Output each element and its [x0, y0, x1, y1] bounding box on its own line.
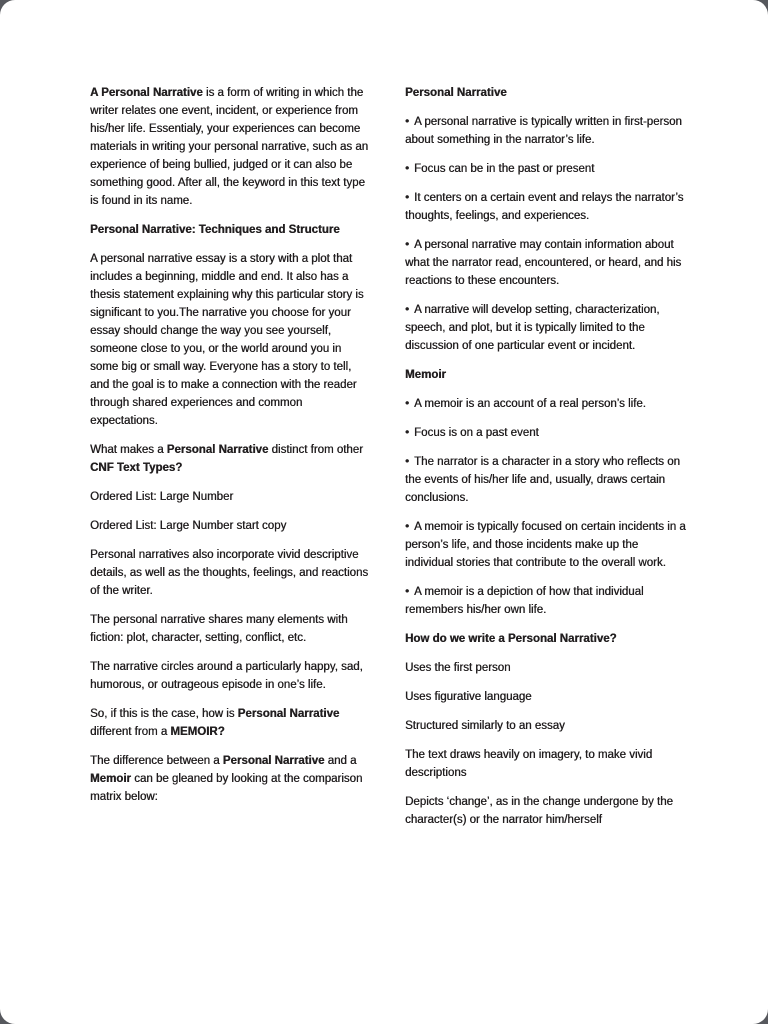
bullet-icon: •: [405, 521, 410, 533]
intro-bold-lead: A Personal Narrative: [90, 87, 203, 99]
right-column: [405, 84, 687, 840]
bullet-item: [405, 301, 687, 355]
bullet-icon: •: [405, 456, 410, 468]
difference-post: can be gleaned by looking at the comparison matrix below:: [90, 773, 363, 803]
difference-bold-2: Memoir: [90, 773, 131, 785]
question-distinct-mid: distinct from other: [268, 444, 363, 456]
bullet-text: A personal narrative may contain information about what the narrator read, encountered, or heard, and his reactions to these encounters.: [405, 239, 682, 287]
bullet-text: A personal narrative is typically written in first-person about something in the narrator’s life.: [405, 116, 682, 146]
bullet-icon: •: [405, 116, 410, 128]
question-distinct-bold-1: Personal Narrative: [166, 444, 269, 456]
paragraph-question-memoir: [90, 705, 372, 741]
paragraph-narrative-circles: The narrative circles around a particularly happy, sad, humorous, or outrageous episode in one’s life.: [90, 661, 363, 691]
how-item: The text draws heavily on imagery, to make vivid descriptions: [405, 749, 653, 779]
bullet-item: [405, 518, 687, 572]
bullet-item: [405, 160, 687, 178]
left-column: [90, 84, 372, 840]
question-distinct-bold-2: CNF Text Types?: [90, 462, 183, 474]
bullet-text: It centers on a certain event and relays the narrator’s thoughts, feelings, and experiences.: [405, 192, 684, 222]
intro-rest: is a form of writing in which the writer relates one event, incident, or experience from his/her life. Essentialy, your experiences can become materials in writing your personal narrative, such as an experience of being bullied, judged or it can also be something good. After all, the keyword in this text type is found in its name.: [90, 87, 369, 207]
paragraph-essay: A personal narrative essay is a story with a plot that includes a beginning, middle and end. It also has a thesis statement explaining why this particular story is significant to you.The narrative you choose for your essay should change the way you see yourself, someone close to you, or the world around you in some big or small way. Everyone has a story to tell, and the goal is to make a connection with the reader through shared experiences and common expectations.: [90, 253, 364, 427]
question-memoir-mid: different from a: [90, 726, 171, 738]
paragraph-difference: [90, 752, 372, 806]
paragraph-ordered-list-1: Ordered List: Large Number: [90, 491, 234, 503]
question-memoir-bold-1: Personal Narrative: [237, 708, 340, 720]
how-item: Uses figurative language: [405, 691, 532, 703]
heading-personal-narrative: Personal Narrative: [405, 87, 507, 99]
difference-mid: and a: [324, 755, 357, 767]
bullet-text: The narrator is a character in a story who reflects on the events of his/her life and, usually, draws certain conclusions.: [405, 456, 680, 504]
bullet-text: Focus can be in the past or present: [414, 163, 595, 175]
bullet-text: A memoir is typically focused on certain incidents in a person’s life, and those incidents make up the individual stories that contribute to the overall work.: [405, 521, 686, 569]
how-item: Uses the first person: [405, 662, 511, 674]
bullet-text: A narrative will develop setting, characterization, speech, and plot, but it is typically limited to the discussion of one particular event or incident.: [405, 304, 660, 352]
bullet-icon: •: [405, 586, 410, 598]
bullet-item: [405, 189, 687, 225]
paragraph-vivid-details: Personal narratives also incorporate vivid descriptive details, as well as the thoughts, feelings, and reactions of the writer.: [90, 549, 369, 597]
bullet-item: [405, 113, 687, 149]
heading-techniques: Personal Narrative: Techniques and Structure: [90, 224, 340, 236]
bullet-icon: •: [405, 239, 410, 251]
heading-memoir: Memoir: [405, 369, 446, 381]
paragraph-question-distinct: [90, 441, 372, 477]
how-item: Depicts ‘change’, as in the change undergone by the character(s) or the narrator him/herself: [405, 796, 673, 826]
bullet-icon: •: [405, 427, 410, 439]
bullet-icon: •: [405, 163, 410, 175]
bullet-icon: •: [405, 304, 410, 316]
paragraph-ordered-list-2: Ordered List: Large Number start copy: [90, 520, 287, 532]
bullet-text: A memoir is an account of a real person’s life.: [414, 398, 646, 410]
bullet-icon: •: [405, 398, 410, 410]
question-memoir-bold-2: MEMOIR?: [170, 726, 225, 738]
heading-how-to-write: How do we write a Personal Narrative?: [405, 633, 617, 645]
how-item: Structured similarly to an essay: [405, 720, 565, 732]
difference-pre: The difference between a: [90, 755, 223, 767]
bullet-item: [405, 395, 687, 413]
bullet-item: [405, 236, 687, 290]
bullet-icon: •: [405, 192, 410, 204]
bullet-item: [405, 583, 687, 619]
bullet-item: [405, 424, 687, 442]
bullet-text: A memoir is a depiction of how that individual remembers his/her own life.: [405, 586, 644, 616]
paragraph-intro: [90, 84, 372, 210]
bullet-item: [405, 453, 687, 507]
bullet-text: Focus is on a past event: [414, 427, 539, 439]
paragraph-fiction-elements: The personal narrative shares many elements with fiction: plot, character, setting, conflict, etc.: [90, 614, 348, 644]
question-distinct-pre: What makes a: [90, 444, 167, 456]
difference-bold-1: Personal Narrative: [222, 755, 325, 767]
question-memoir-pre: So, if this is the case, how is: [90, 708, 238, 720]
